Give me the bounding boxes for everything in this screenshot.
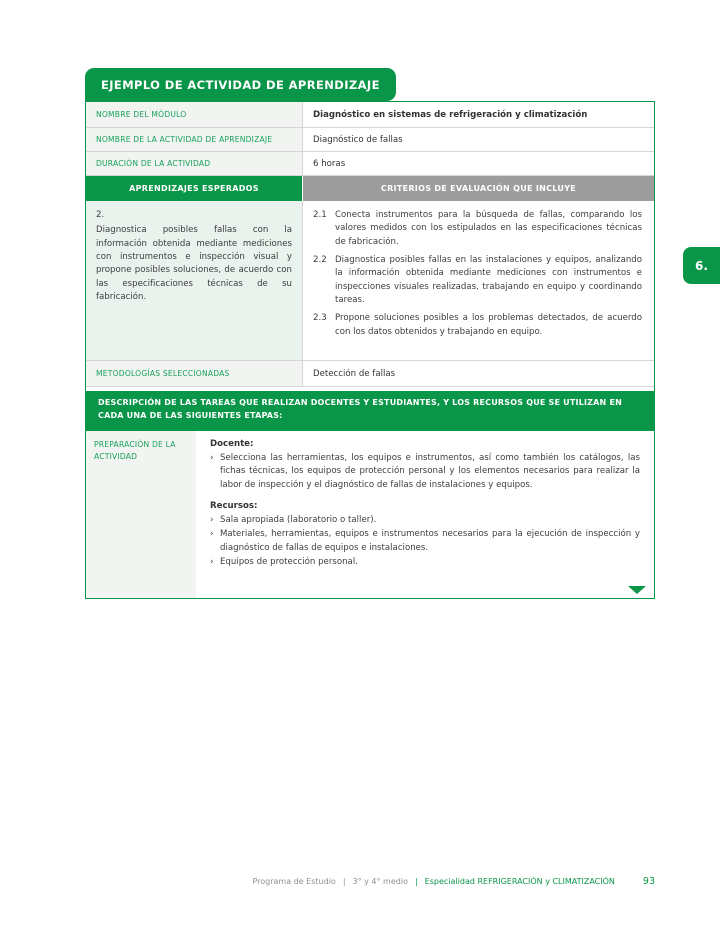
row-value: 6 horas bbox=[313, 158, 346, 169]
criteria-item bbox=[313, 254, 642, 307]
expected-learning-cell bbox=[86, 201, 303, 360]
row-value: Detección de fallas bbox=[313, 368, 396, 379]
footer-grade: 3° y 4° medio bbox=[352, 877, 408, 886]
learning-content-row bbox=[86, 201, 654, 361]
header-criterios: CRITERIOS DE EVALUACIÓN QUE INCLUYE bbox=[303, 176, 654, 201]
criteria-number: 2.2 bbox=[313, 254, 327, 265]
row-label: DURACIÓN DE LA ACTIVIDAD bbox=[86, 152, 303, 175]
bullet-icon: › bbox=[210, 453, 214, 463]
recursos-heading: Recursos: bbox=[210, 500, 258, 511]
footer-separator: | bbox=[342, 877, 346, 886]
row-label: NOMBRE DEL MÓDULO bbox=[86, 102, 303, 127]
list-item-text: Equipos de protección personal. bbox=[220, 556, 358, 567]
row-value: Diagnóstico de fallas bbox=[313, 134, 403, 145]
expected-learning-text: Diagnostica posibles fallas con la información obtenida mediante mediciones con instrumentos e inspección visual y propone posibles soluciones, de acuerdo con las especificaciones técnicas de su fabricación. bbox=[96, 225, 292, 302]
criteria-cell bbox=[303, 201, 654, 360]
table-row-metodologias bbox=[86, 361, 654, 387]
list-item-text: Materiales, herramientas, equipos e instrumentos necesarios para la ejecución de inspección y diagnóstico de fallas de equipos e instalaciones. bbox=[220, 529, 640, 553]
criteria-item bbox=[313, 312, 642, 339]
page-footer bbox=[85, 876, 655, 887]
bullet-icon: › bbox=[210, 529, 214, 540]
expected-learning-number: 2. bbox=[96, 210, 105, 220]
criteria-text: Conecta instrumentos para la búsqueda de fallas, comparando los valores medidos con los estipulados en las especificaciones técnicas de fabricación. bbox=[335, 210, 642, 247]
page-title: EJEMPLO DE ACTIVIDAD DE APRENDIZAJE bbox=[85, 68, 396, 101]
table-row-duracion bbox=[86, 152, 654, 176]
bullet-icon: › bbox=[210, 556, 214, 567]
footer-separator: | bbox=[414, 877, 418, 886]
list-item bbox=[210, 528, 640, 555]
preparation-row bbox=[86, 431, 654, 598]
column-headers bbox=[86, 176, 654, 201]
footer-specialty: Especialidad REFRIGERACIÓN y CLIMATIZACIÓN bbox=[424, 877, 615, 886]
table-row-modulo bbox=[86, 102, 654, 128]
list-item bbox=[210, 514, 640, 527]
row-value: Diagnóstico en sistemas de refrigeración y climatización bbox=[313, 109, 588, 120]
description-banner: DESCRIPCIÓN DE LAS TAREAS QUE REALIZAN DOCENTES Y ESTUDIANTES, Y LOS RECURSOS QUE SE UTILIZAN EN CADA UNA DE LAS SIGUIENTES ETAPAS: bbox=[86, 391, 654, 431]
header-aprendizajes: APRENDIZAJES ESPERADOS bbox=[86, 176, 303, 201]
preparation-label: PREPARACIÓN DE LA ACTIVIDAD bbox=[86, 431, 196, 598]
list-item-text: Selecciona las herramientas, los equipos e instrumentos, así como también los catálogos, las fichas técnicas, los equipos de protección personal y los elementos necesarios para realizar la labor de inspección y el diagnóstico de fallas de instalaciones y equipos. bbox=[220, 453, 640, 490]
table-row-actividad bbox=[86, 128, 654, 152]
chapter-tab: 6. bbox=[683, 247, 720, 284]
list-item bbox=[210, 452, 640, 492]
criteria-number: 2.1 bbox=[313, 210, 327, 220]
page-number: 93 bbox=[642, 876, 655, 887]
list-item-text: Sala apropiada (laboratorio o taller). bbox=[220, 514, 377, 525]
criteria-text: Propone soluciones posibles a los problemas detectados, de acuerdo con los datos obtenidos y trabajando en equipo. bbox=[335, 313, 642, 337]
docente-heading: Docente: bbox=[210, 439, 254, 449]
criteria-text: Diagnostica posibles fallas en las instalaciones y equipos, analizando la información obtenida mediante mediciones con instrumentos e inspecciones visuales realizadas, trabajando en equipo y coordinando tareas. bbox=[335, 254, 642, 305]
criteria-item bbox=[313, 209, 642, 249]
criteria-number: 2.3 bbox=[313, 313, 327, 324]
row-label: NOMBRE DE LA ACTIVIDAD DE APRENDIZAJE bbox=[86, 128, 303, 151]
bullet-icon: › bbox=[210, 514, 214, 525]
row-label: METODOLOGÍAS SELECCIONADAS bbox=[86, 361, 303, 386]
list-item bbox=[210, 556, 640, 569]
footer-program: Programa de Estudio bbox=[252, 877, 336, 886]
continuation-arrow-icon bbox=[628, 586, 646, 594]
preparation-content bbox=[196, 431, 654, 598]
activity-table bbox=[85, 101, 655, 599]
